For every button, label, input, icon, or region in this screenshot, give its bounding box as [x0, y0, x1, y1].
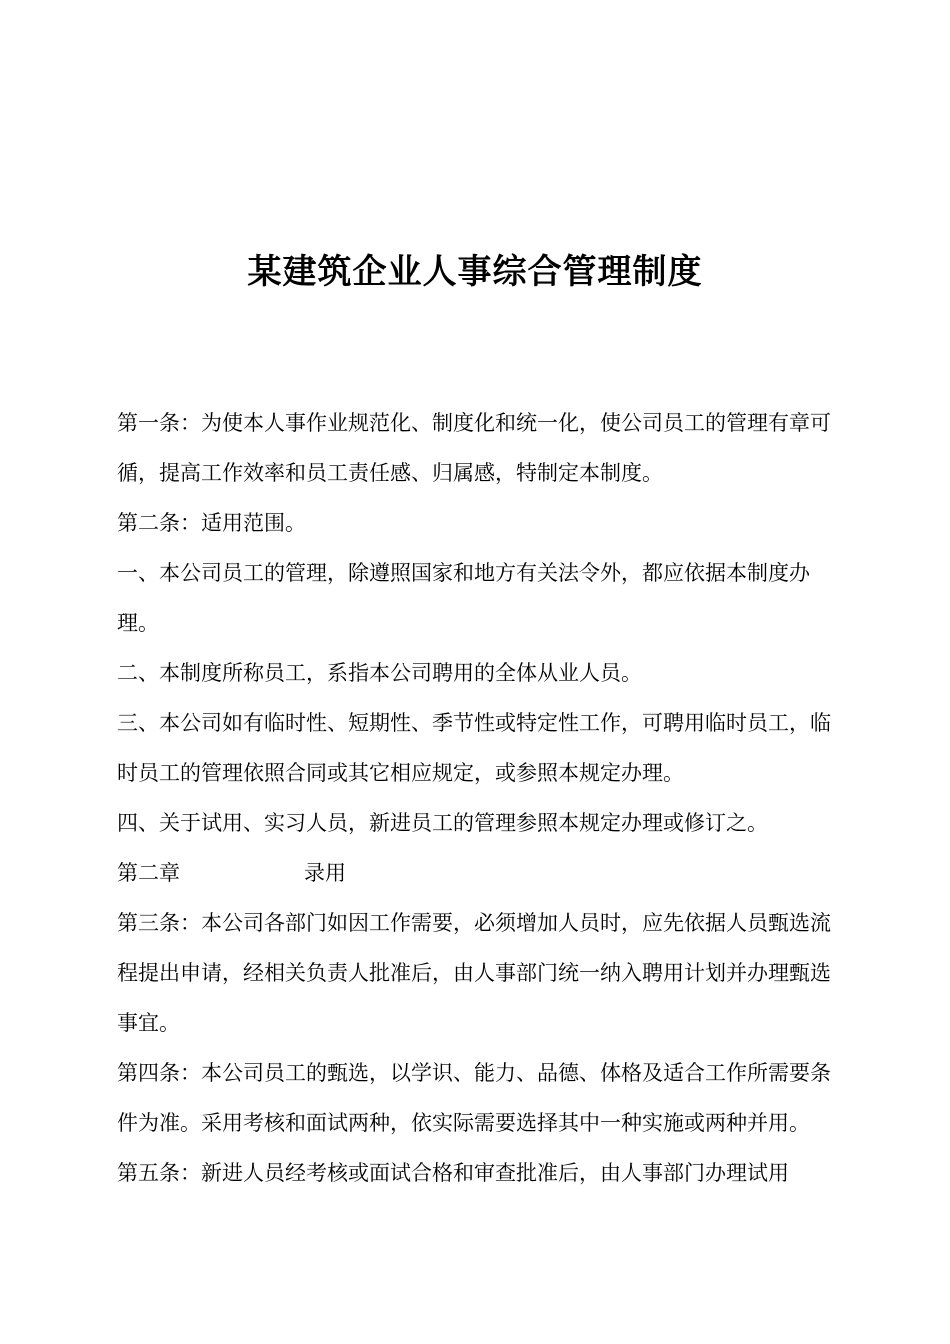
document-title: 某建筑企业人事综合管理制度: [247, 252, 703, 292]
article-5: 第五条：新进人员经考核或面试合格和审查批准后，由人事部门办理试用: [117, 1161, 789, 1185]
clause-2: 二、本制度所称员工，系指本公司聘用的全体从业人员。: [117, 661, 642, 685]
chapter-number: 第二章: [117, 861, 180, 885]
article-4: 第四条：本公司员工的甄选，以学识、能力、品德、体格及适合工作所需要条件为准。采用考核和面试两种，依实际需要选择其中一种实施或两种并用。: [117, 1061, 831, 1135]
clause-1: 一、本公司员工的管理，除遵照国家和地方有关法令外，都应依据本制度办理。: [117, 561, 810, 635]
chapter-heading: [117, 848, 847, 898]
chapter-name: 录用: [304, 861, 346, 885]
clause-3: 三、本公司如有临时性、短期性、季节性或特定性工作，可聘用临时员工，临时员工的管理依照合同或其它相应规定，或参照本规定办理。: [117, 711, 831, 785]
article-3: 第三条：本公司各部门如因工作需要，必须增加人员时，应先依据人员甄选流程提出申请，经相关负责人批准后，由人事部门统一纳入聘用计划并办理甄选事宜。: [117, 911, 831, 1035]
article-1: 第一条：为使本人事作业规范化、制度化和统一化，使公司员工的管理有章可循，提高工作效率和员工责任感、归属感，特制定本制度。: [117, 411, 831, 485]
clause-4: 四、关于试用、实习人员，新进员工的管理参照本规定办理或修订之。: [117, 811, 768, 835]
document-body: [117, 398, 847, 1198]
article-2: 第二条：适用范围。: [117, 511, 306, 535]
